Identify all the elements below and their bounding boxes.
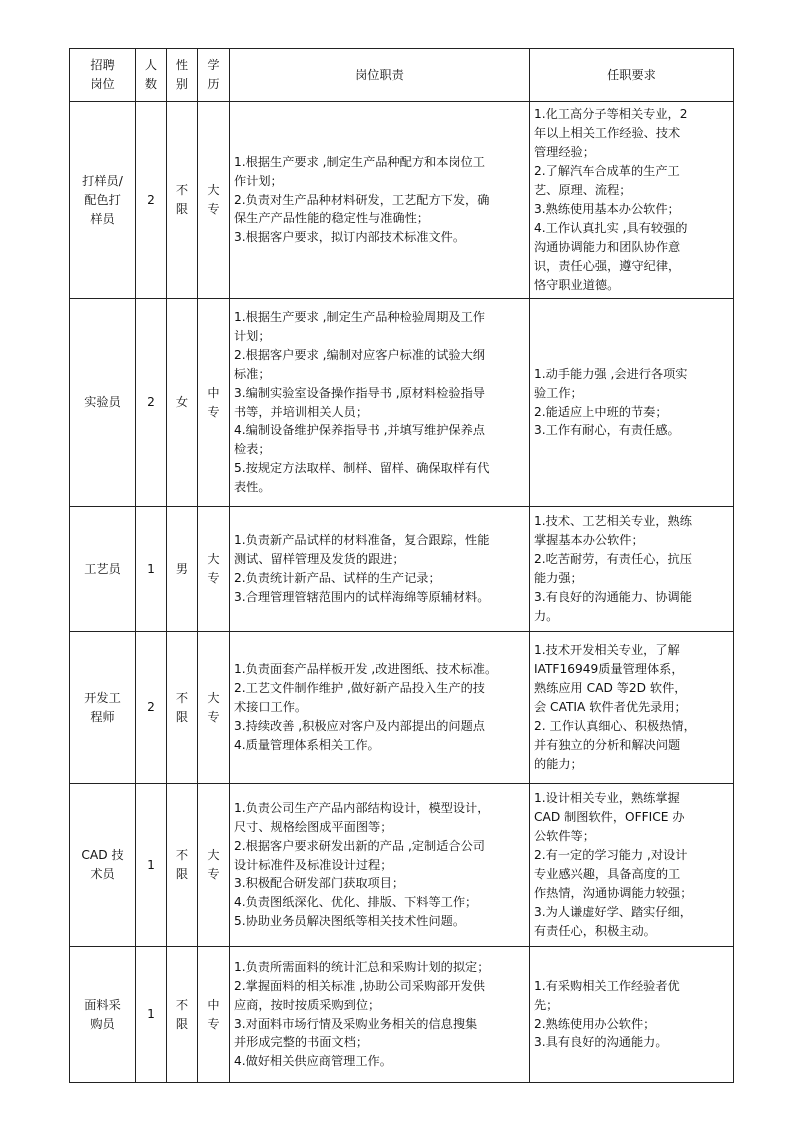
recruitment-table: [69, 48, 734, 1083]
gender-cell: 不 限: [167, 102, 198, 299]
duties-cell: 1.负责所需面料的统计汇总和采购计划的拟定； 2.掌握面料的相关标准 ,协助公司采购部开发供 应商，按时按质采购到位； 3.对面料市场行情及采购业务相关的信息搜集 并形成完整的书面文档； 4.做好相关供应商管理工作。: [230, 947, 530, 1083]
requirements-cell: 1.化工高分子等相关专业，2 年以上相关工作经验、技术 管理经验； 2.了解汽车合成革的生产工 艺、原理、流程； 3.熟练使用基本办公软件； 4.工作认真扎实 ,具有较强的 沟通协调能力和团队协作意 识，责任心强，遵守纪律， 恪守职业道德。: [530, 102, 734, 299]
requirements-cell: 1.有采购相关工作经验者优 先； 2.熟练使用办公软件； 3.具有良好的沟通能力。: [530, 947, 734, 1083]
headcount-cell: 2: [136, 632, 167, 784]
position-cell: 面料采 购员: [70, 947, 136, 1083]
duties-cell: 1.根据生产要求 ,制定生产品种配方和本岗位工 作计划； 2.负责对生产品种材料研发，工艺配方下发，确 保生产产品性能的稳定性与准确性； 3.根据客户要求，拟订内部技术标准文件。: [230, 102, 530, 299]
duties-cell: 1.负责新产品试样的材料准备，复合跟踪，性能 测试、留样管理及发货的跟进； 2.负责统计新产品、试样的生产记录； 3.合理管理管辖范围内的试样海绵等原辅材料。: [230, 507, 530, 632]
gender-cell: 女: [167, 299, 198, 507]
headcount-cell: 1: [136, 947, 167, 1083]
education-cell: 大 专: [198, 102, 230, 299]
education-cell: 中 专: [198, 947, 230, 1083]
header-gender: 性 别: [167, 49, 198, 102]
gender-cell: 不 限: [167, 632, 198, 784]
position-cell: 实验员: [70, 299, 136, 507]
headcount-cell: 1: [136, 784, 167, 947]
header-headcount: 人 数: [136, 49, 167, 102]
table-row: [70, 632, 734, 784]
table-row: [70, 784, 734, 947]
position-cell: 打样员/ 配色打 样员: [70, 102, 136, 299]
requirements-cell: 1.技术、工艺相关专业，熟练 掌握基本办公软件； 2.吃苦耐劳，有责任心，抗压 能力强； 3.有良好的沟通能力、协调能 力。: [530, 507, 734, 632]
gender-cell: 男: [167, 507, 198, 632]
position-cell: 工艺员: [70, 507, 136, 632]
gender-cell: 不 限: [167, 784, 198, 947]
header-position: 招聘 岗位: [70, 49, 136, 102]
header-row: [70, 49, 734, 102]
position-cell: 开发工 程师: [70, 632, 136, 784]
education-cell: 大 专: [198, 632, 230, 784]
education-cell: 大 专: [198, 784, 230, 947]
header-education: 学 历: [198, 49, 230, 102]
headcount-cell: 1: [136, 507, 167, 632]
headcount-cell: 2: [136, 299, 167, 507]
duties-cell: 1.负责面套产品样板开发 ,改进图纸、技术标准。 2.工艺文件制作维护 ,做好新产品投入生产的技 术接口工作。 3.持续改善 ,积极应对客户及内部提出的问题点 4.质量管理体系相关工作。: [230, 632, 530, 784]
requirements-cell: 1.设计相关专业，熟练掌握 CAD 制图软件，OFFICE 办 公软件等； 2.有一定的学习能力 ,对设计 专业感兴趣，具备高度的工 作热情，沟通协调能力较强； 3.为人谦虚好学、踏实仔细， 有责任心，积极主动。: [530, 784, 734, 947]
requirements-cell: 1.动手能力强 ,会进行各项实 验工作； 2.能适应上中班的节奏； 3.工作有耐心，有责任感。: [530, 299, 734, 507]
table-row: [70, 102, 734, 299]
requirements-cell: 1.技术开发相关专业，了解 IATF16949质量管理体系， 熟练应用 CAD 等2D 软件， 会 CATIA 软件者优先录用； 2. 工作认真细心、积极热情， 并有独立的分析和解决问题 的能力；: [530, 632, 734, 784]
duties-cell: 1.负责公司生产产品内部结构设计，模型设计， 尺寸、规格绘图成平面图等； 2.根据客户要求研发出新的产品 ,定制适合公司 设计标准件及标准设计过程； 3.积极配合研发部门获取项目； 4.负责图纸深化、优化、排版、下料等工作； 5.协助业务员解决图纸等相关技术性问题。: [230, 784, 530, 947]
table-row: [70, 507, 734, 632]
table-row: [70, 947, 734, 1083]
duties-cell: 1.根据生产要求 ,制定生产品种检验周期及工作 计划； 2.根据客户要求 ,编制对应客户标准的试验大纲 标准； 3.编制实验室设备操作指导书 ,原材料检验指导 书等，并培训相关人员； 4.编制设备维护保养指导书 ,并填写维护保养点 检表； 5.按规定方法取样、制样、留样、确保取样有代 表性。: [230, 299, 530, 507]
header-requirements: 任职要求: [530, 49, 734, 102]
gender-cell: 不 限: [167, 947, 198, 1083]
header-duties: 岗位职责: [230, 49, 530, 102]
table-row: [70, 299, 734, 507]
position-cell: CAD 技 术员: [70, 784, 136, 947]
headcount-cell: 2: [136, 102, 167, 299]
education-cell: 大 专: [198, 507, 230, 632]
education-cell: 中 专: [198, 299, 230, 507]
